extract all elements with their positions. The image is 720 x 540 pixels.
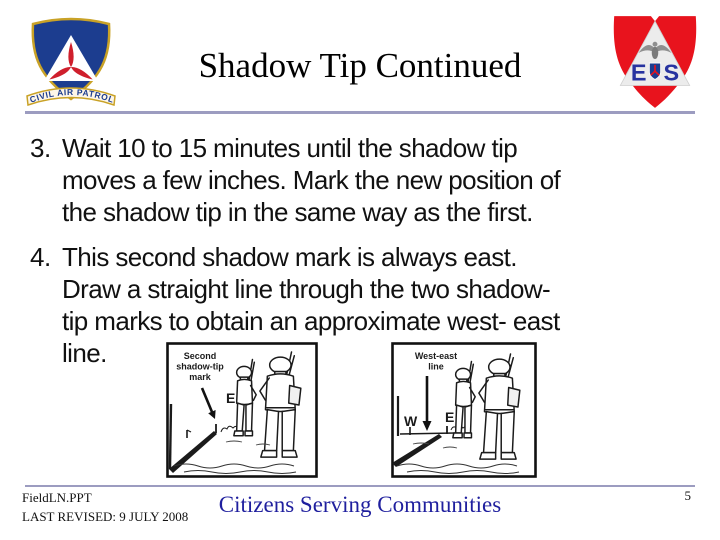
- cap-banner-label: CIVIL AIR PATROL: [28, 86, 116, 105]
- figure2-east-letter: E: [445, 409, 455, 425]
- footer-divider: [25, 485, 695, 487]
- list-text: [62, 132, 560, 228]
- list-number: 3.: [30, 133, 51, 163]
- emergency-services-logo-icon: [606, 8, 704, 112]
- footer-motto: Citizens Serving Communities: [218, 492, 502, 517]
- figure1-east-letter: E: [226, 390, 236, 406]
- slide-title: Shadow Tip Continued: [198, 46, 522, 85]
- mini-cap-emblem-icon: [649, 63, 660, 79]
- footer-filename: FieldLN.PPT: [22, 490, 92, 505]
- civil-air-patrol-logo-icon: [20, 12, 122, 108]
- text-line: moves a few inches. Mark the new position of: [62, 165, 561, 195]
- text-line: This second shadow mark is always east.: [62, 242, 517, 272]
- es-letter-s: S: [663, 59, 680, 86]
- figure2-west-letter: W: [404, 413, 418, 429]
- text-line: the shadow tip in the same way as the first.: [62, 197, 533, 227]
- list-item-3: [30, 132, 705, 228]
- figure-west-east-line: [391, 342, 537, 478]
- footer-revision-date: LAST REVISED: 9 JULY 2008: [22, 509, 189, 524]
- list-item-4: [30, 241, 705, 369]
- figure1-label-line1: Second: [183, 351, 217, 361]
- page-number: 5: [684, 488, 691, 503]
- text-line: tip marks to obtain an approximate west- east: [62, 306, 560, 336]
- text-line: line.: [62, 338, 107, 368]
- figure1-label-line2: shadow-tip: [176, 361, 224, 372]
- text-line: Draw a straight line through the two shadow-: [62, 274, 551, 304]
- list-number: 4.: [30, 242, 51, 272]
- header-divider: [25, 111, 695, 114]
- figure2-label-line1: West-east: [414, 351, 458, 361]
- figure1-label-line3: mark: [189, 372, 211, 382]
- figure2-label-line2: line: [428, 361, 444, 372]
- body-list: [30, 132, 705, 382]
- figure-second-shadow-tip-mark: [166, 342, 318, 478]
- text-line: Wait 10 to 15 minutes until the shadow tip: [62, 133, 518, 163]
- es-letter-e: E: [630, 59, 647, 86]
